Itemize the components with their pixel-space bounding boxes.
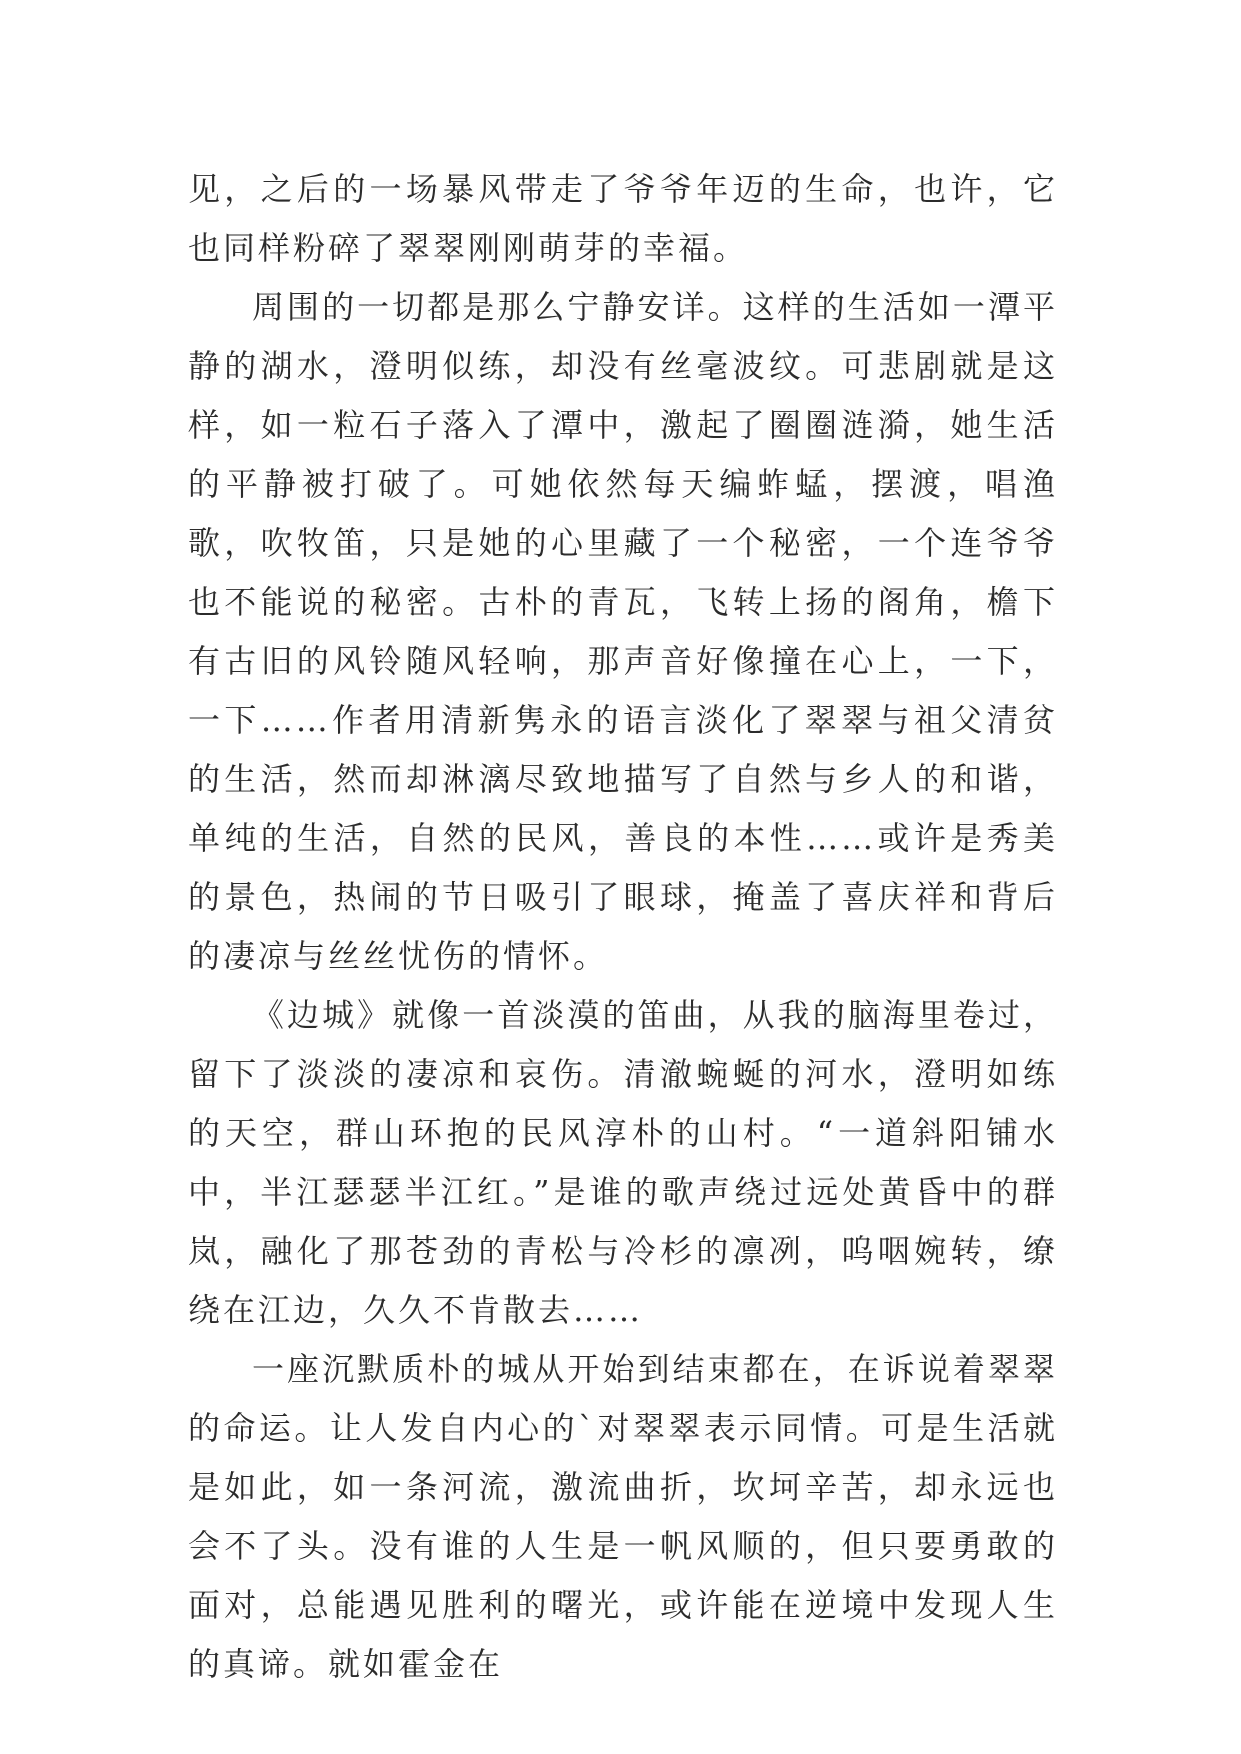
paragraph-4: 一座沉默质朴的城从开始到结束都在，在诉说着翠翠的命运。让人发自内心的`对翠翠表示同情。可是生活就是如此，如一条河流，激流曲折，坎坷辛苦，却永远也会不了头。没有谁的人生是一帆风顺的，但只要勇敢的面对，总能遇见胜利的曙光，或许能在逆境中发现人生的真谛。就如霍金在 — [188, 1350, 1058, 1683]
paragraph-2: 周围的一切都是那么宁静安详。这样的生活如一潭平静的湖水，澄明似练，却没有丝毫波纹。可悲剧就是这样，如一粒石子落入了潭中，激起了圈圈涟漪，她生活的平静被打破了。可她依然每天编蚱蜢，摆渡，唱渔歌，吹牧笛，只是她的心里藏了一个秘密，一个连爷爷也不能说的秘密。古朴的青瓦，飞转上扬的阁角，檐下有古旧的风铃随风轻响，那声音好像撞在心上，一下，一下……作者用清新隽永的语言淡化了翠翠与祖父清贫的生活，然而却淋漓尽致地描写了自然与乡人的和谐，单纯的生活，自然的民风，善良的本性……或许是秀美的景色，热闹的节日吸引了眼球，掩盖了喜庆祥和背后的凄凉与丝丝忧伤的情怀。 — [188, 288, 1058, 975]
document-body — [188, 160, 1058, 1694]
paragraph-3: 《边城》就像一首淡漠的笛曲，从我的脑海里卷过，留下了淡淡的凄凉和哀伤。清澈蜿蜒的河水，澄明如练的天空，群山环抱的民风淳朴的山村。“一道斜阳铺水中，半江瑟瑟半江红。”是谁的歌声绕过远处黄昏中的群岚，融化了那苍劲的青松与冷杉的凛冽，呜咽婉转，缭绕在江边，久久不肯散去…… — [188, 996, 1058, 1329]
paragraph-1: 见，之后的一场暴风带走了爷爷年迈的生命，也许，它也同样粉碎了翠翠刚刚萌芽的幸福。 — [188, 170, 1058, 267]
